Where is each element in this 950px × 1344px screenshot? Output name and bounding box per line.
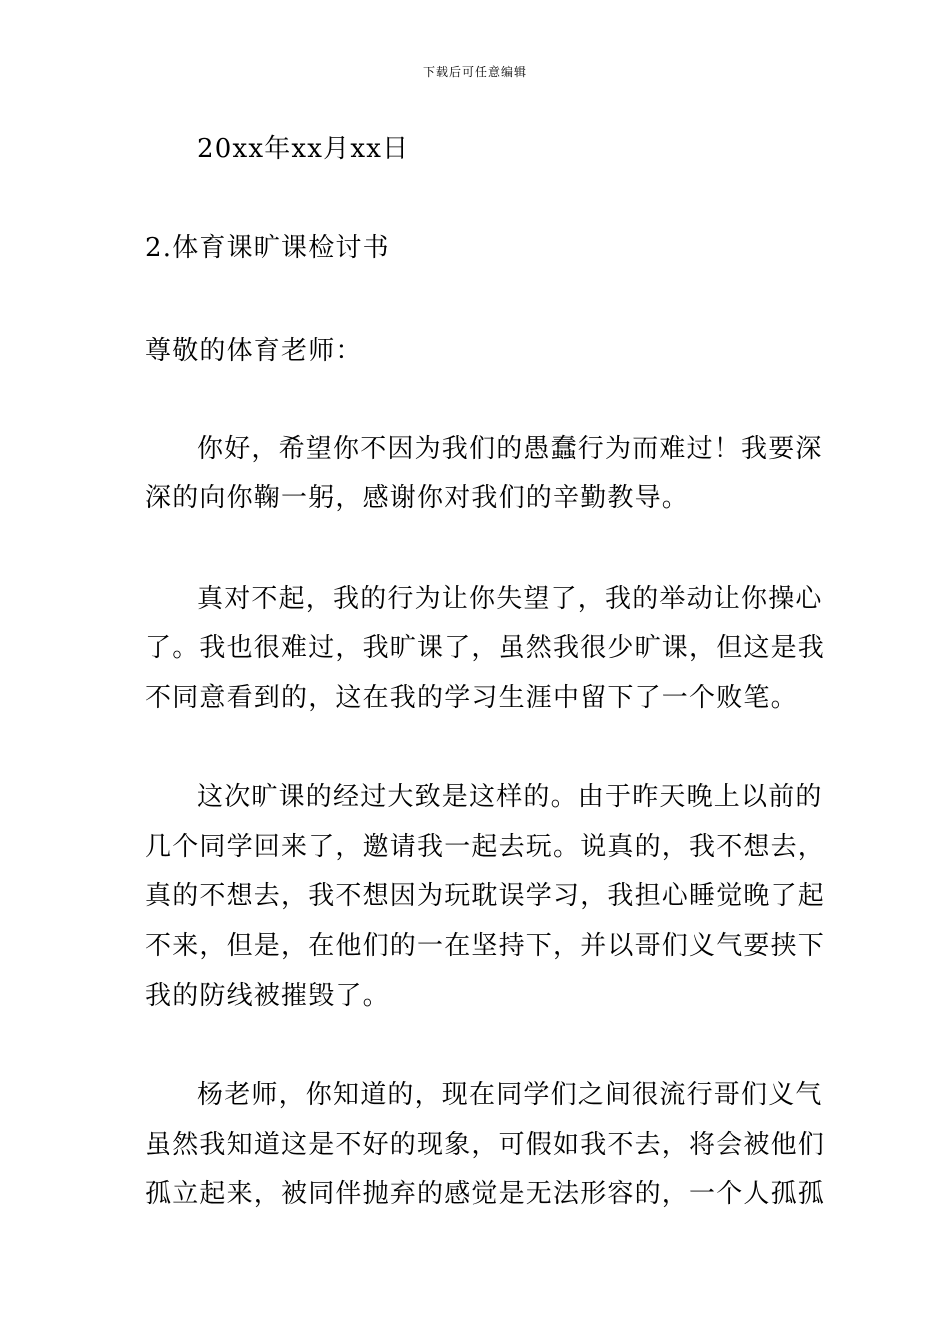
paragraph-line: 真对不起，我的行为让你失望了，我的举动让你操心 xyxy=(197,584,823,614)
paragraph-line: 这次旷课的经过大致是这样的。由于昨天晚上以前的 xyxy=(197,782,823,812)
paragraph-line: 我的防线被摧毁了。 xyxy=(145,981,390,1011)
paragraph-line: 孤立起来，被同伴抛弃的感觉是无法形容的，一个人孤孤 xyxy=(145,1179,826,1209)
paragraph-line: 杨老师，你知道的，现在同学们之间很流行哥们义气 xyxy=(197,1080,823,1110)
paragraph-line: 了。我也很难过，我旷课了，虽然我很少旷课，但这是我 xyxy=(145,633,826,663)
paragraph-line: 几个同学回来了，邀请我一起去玩。说真的，我不想去， xyxy=(145,832,826,862)
salutation: 尊敬的体育老师： xyxy=(145,336,363,366)
paragraph-line: 真的不想去，我不想因为玩耽误学习，我担心睡觉晚了起 xyxy=(145,881,826,911)
paragraph-line: 不同意看到的，这在我的学习生涯中留下了一个败笔。 xyxy=(145,683,798,713)
paragraph-line: 不来，但是，在他们的一在坚持下，并以哥们义气要挟下 xyxy=(145,931,826,961)
page-header-note: 下载后可任意编辑 xyxy=(422,65,527,79)
section-title: 2.体育课旷课检讨书 xyxy=(145,233,390,263)
paragraph-line: 深的向你鞠一躬，感谢你对我们的辛勤教导。 xyxy=(145,483,690,513)
date-line: 20xx年xx月xx日 xyxy=(197,134,410,164)
paragraph-line: 虽然我知道这是不好的现象，可假如我不去，将会被他们 xyxy=(145,1130,826,1160)
paragraph-line: 你好，希望你不因为我们的愚蠢行为而难过！我要深 xyxy=(197,434,823,464)
